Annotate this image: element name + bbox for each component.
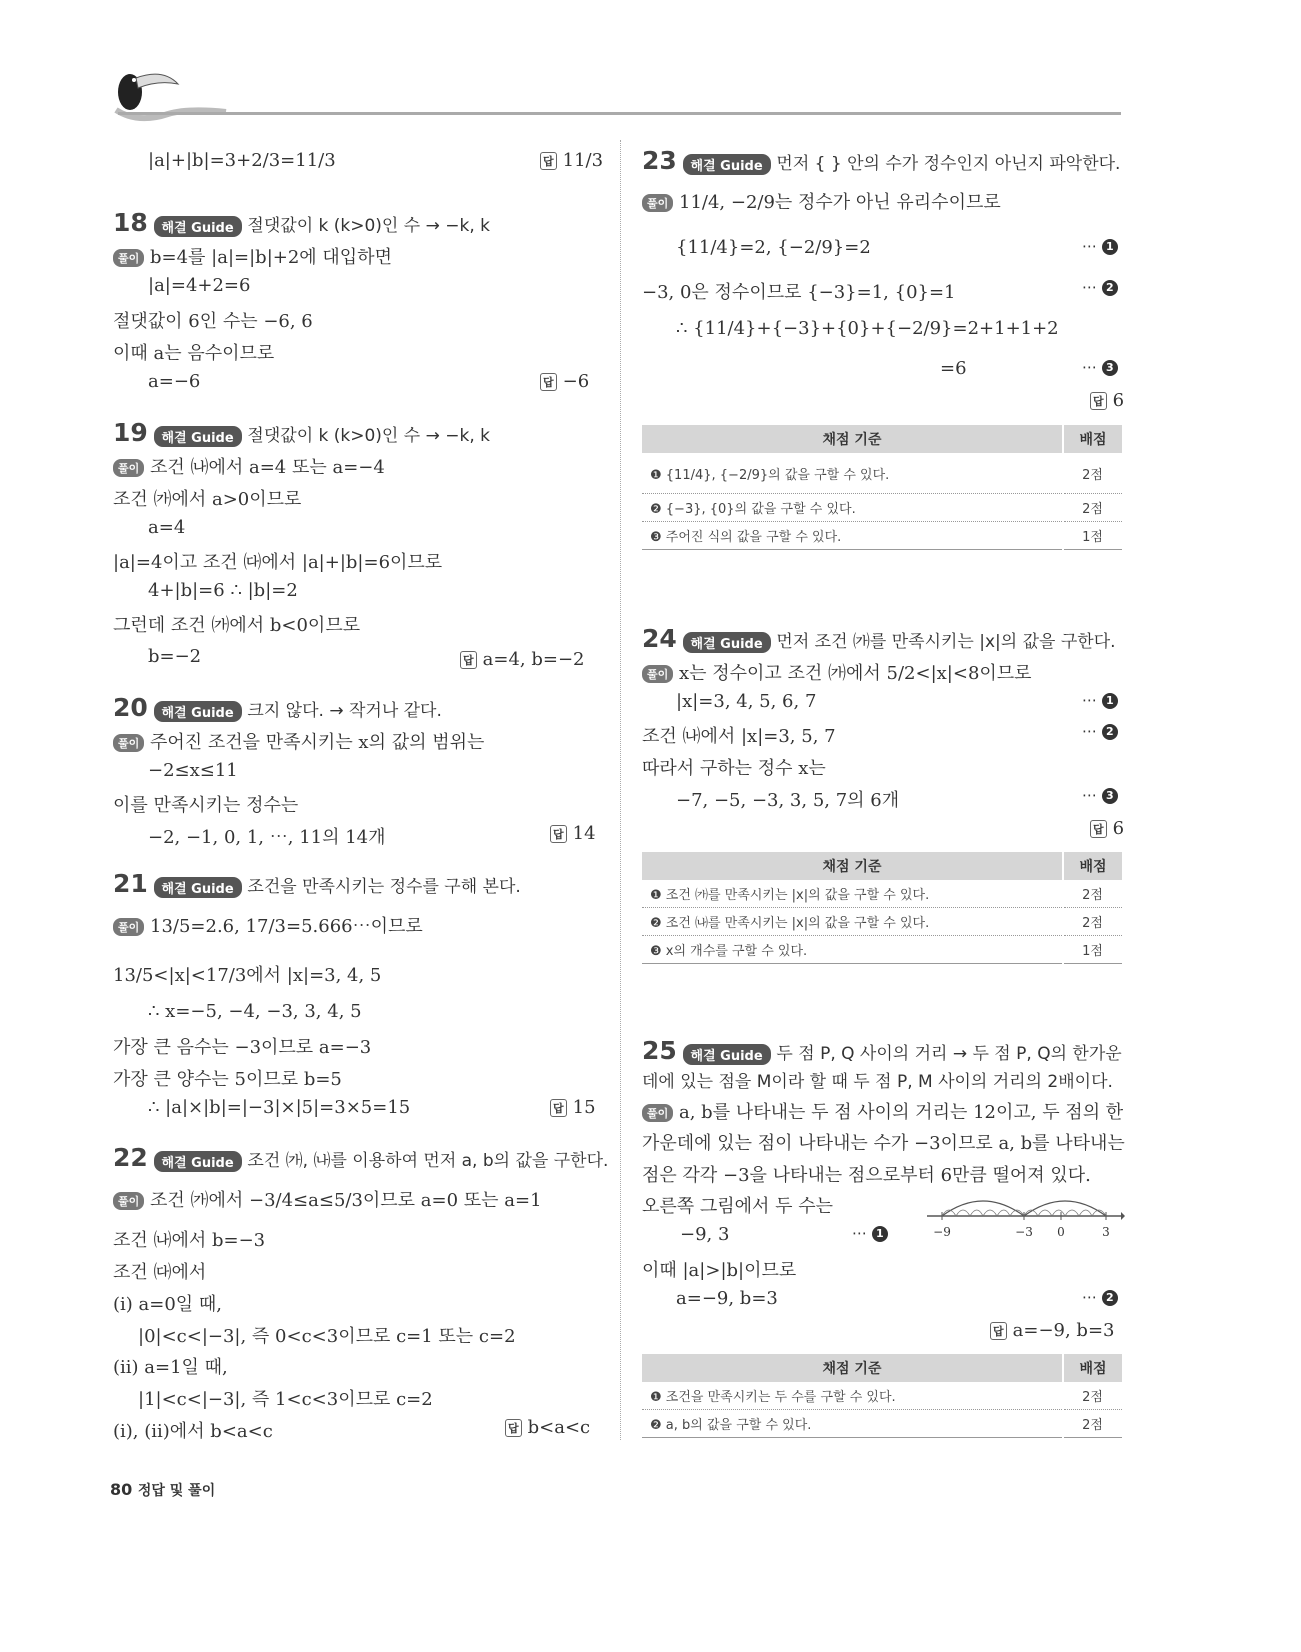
solution-badge: 풀이 — [113, 734, 144, 752]
page-number: 80 — [110, 1480, 133, 1499]
solution-line: −3, 0은 정수이므로 {−3}=1, {0}=1 — [642, 282, 956, 303]
solution-line: 가운데에 있는 점이 나타내는 수가 −3이므로 a, b를 나타내는 — [642, 1133, 1125, 1154]
question-21 — [113, 869, 521, 898]
answer: 답 15 — [550, 1097, 596, 1118]
question-18 — [113, 208, 490, 237]
solution-line: {11/4}=2, {−2/9}=2 — [676, 237, 871, 258]
solution-line: 조건 ㈏에서 |x|=3, 5, 7 — [642, 726, 836, 747]
table-row: ❸ 주어진 식의 값을 구할 수 있다. 1점 — [642, 522, 1122, 550]
solution-line: |a|=4이고 조건 ㈐에서 |a|+|b|=6이므로 — [113, 552, 443, 573]
answer: 답 a=−9, b=3 — [990, 1320, 1115, 1341]
solution-line: |0|<c<|−3|, 즉 0<c<3이므로 c=1 또는 c=2 — [138, 1326, 516, 1347]
solution-line: −7, −5, −3, 3, 5, 7의 6개 — [676, 790, 900, 811]
question-number: 21 — [113, 869, 148, 898]
question-19 — [113, 418, 490, 447]
solution-badge: 풀이 — [642, 1104, 673, 1122]
solution-badge: 풀이 — [113, 459, 144, 477]
guide-text: 절댓값이 k (k>0)인 수 → −k, k — [247, 426, 490, 446]
table-header: 채점 기준 — [642, 1354, 1063, 1382]
guide-text: 조건을 만족시키는 정수를 구해 본다. — [247, 877, 521, 897]
tick-label: 0 — [1057, 1225, 1065, 1239]
solution-line: |a|=4+2=6 — [148, 275, 251, 296]
question-number: 25 — [642, 1036, 677, 1065]
solution-line: 풀이 주어진 조건을 만족시키는 x의 값의 범위는 — [113, 728, 484, 754]
solution-line: 풀이 13/5=2.6, 17/3=5.666⋯이므로 — [113, 912, 423, 938]
solution-line: 이때 |a|>|b|이므로 — [642, 1260, 797, 1281]
guide-text: 먼저 { } 안의 수가 정수인지 아닌지 파악한다. — [776, 154, 1121, 174]
answer: 답 −6 — [540, 371, 589, 392]
solution-line: 풀이 b=4를 |a|=|b|+2에 대입하면 — [113, 243, 392, 269]
guide-text: 크지 않다. → 작거나 같다. — [247, 701, 442, 721]
solution-line: 조건 ㈐에서 — [113, 1262, 207, 1283]
question-number: 20 — [113, 693, 148, 722]
solution-line: b=−2 — [148, 646, 202, 667]
answer: 답 6 — [1090, 818, 1124, 839]
solution-line: 절댓값이 6인 수는 −6, 6 — [113, 311, 313, 332]
guide-badge: 해결 Guide — [154, 426, 242, 447]
solution-line: 오른쪽 그림에서 두 수는 — [642, 1196, 834, 1217]
solution-badge: 풀이 — [113, 1192, 144, 1210]
table-row: ❷ {−3}, {0}의 값을 구할 수 있다. 2점 — [642, 494, 1122, 522]
solution-line: a=−6 — [148, 371, 201, 392]
answer: 답 11/3 — [540, 150, 603, 171]
table-row: ❶ {11/4}, {−2/9}의 값을 구할 수 있다. 2점 — [642, 453, 1122, 494]
scoring-table — [642, 1354, 1122, 1438]
guide-badge: 해결 Guide — [154, 701, 242, 722]
table-row: ❷ a, b의 값을 구할 수 있다. 2점 — [642, 1410, 1122, 1438]
guide-text: 조건 ㈎, ㈏를 이용하여 먼저 a, b의 값을 구한다. — [247, 1151, 609, 1171]
answer: 답 a=4, b=−2 — [460, 649, 585, 670]
table-row: ❶ 조건을 만족시키는 두 수를 구할 수 있다. 2점 — [642, 1382, 1122, 1410]
header-rule — [118, 112, 1121, 115]
guide-text: 데에 있는 점을 M이라 할 때 두 점 P, M 사이의 거리의 2배이다. — [642, 1072, 1113, 1092]
solution-badge: 풀이 — [642, 194, 673, 212]
question-23 — [642, 146, 1120, 175]
guide-badge: 해결 Guide — [154, 877, 242, 898]
solution-line: (i) a=0일 때, — [113, 1294, 223, 1315]
guide-badge: 해결 Guide — [154, 1151, 242, 1172]
scoring-table — [642, 425, 1122, 550]
guide-badge: 해결 Guide — [683, 632, 771, 653]
question-number: 18 — [113, 208, 148, 237]
solution-badge: 풀이 — [113, 249, 144, 267]
solution-line: 가장 큰 양수는 5이므로 b=5 — [113, 1069, 342, 1090]
column-divider — [620, 140, 621, 1440]
question-20 — [113, 693, 442, 722]
table-row: ❸ x의 개수를 구할 수 있다. 1점 — [642, 936, 1122, 964]
answer: 답 6 — [1090, 390, 1124, 411]
step-marker: ⋯ 2 — [1082, 278, 1118, 296]
tick-label: −3 — [1015, 1225, 1033, 1239]
scoring-table — [642, 852, 1122, 964]
solution-line: 점은 각각 −3을 나타내는 점으로부터 6만큼 떨어져 있다. — [642, 1165, 1091, 1186]
solution-line: ∴ x=−5, −4, −3, 3, 4, 5 — [148, 1001, 362, 1022]
solution-line: −2, −1, 0, 1, ⋯, 11의 14개 — [148, 827, 386, 848]
question-22 — [113, 1143, 608, 1172]
solution-line: 풀이 조건 ㈏에서 a=4 또는 a=−4 — [113, 453, 385, 479]
solution-line: ∴ {11/4}+{−3}+{0}+{−2/9}=2+1+1+2 — [676, 318, 1059, 339]
guide-badge: 해결 Guide — [683, 154, 771, 175]
step-marker: ⋯ 1 — [852, 1224, 888, 1242]
table-header: 배점 — [1063, 425, 1122, 453]
answer: 답 14 — [550, 823, 596, 844]
answer: 답 b<a<c — [505, 1417, 590, 1438]
step-marker: ⋯ 1 — [1082, 237, 1118, 255]
guide-badge: 해결 Guide — [154, 216, 242, 237]
guide-text: 두 점 P, Q 사이의 거리 → 두 점 P, Q의 한가운 — [776, 1044, 1122, 1064]
tick-label: −9 — [933, 1225, 951, 1239]
question-25 — [642, 1036, 1122, 1065]
question-24 — [642, 624, 1116, 653]
solution-line: 풀이 조건 ㈎에서 −3/4≤a≤5/3이므로 a=0 또는 a=1 — [113, 1186, 542, 1212]
solution-line: 풀이 x는 정수이고 조건 ㈎에서 5/2<|x|<8이므로 — [642, 659, 1032, 685]
solution-badge: 풀이 — [113, 918, 144, 936]
table-row: ❷ 조건 ㈏를 만족시키는 |x|의 값을 구할 수 있다. 2점 — [642, 908, 1122, 936]
solution-line: 이를 만족시키는 정수는 — [113, 795, 299, 816]
solution-line: =6 — [940, 358, 967, 379]
guide-text: 절댓값이 k (k>0)인 수 → −k, k — [247, 216, 490, 236]
step-marker: ⋯ 2 — [1082, 722, 1118, 740]
solution-line: |1|<c<|−3|, 즉 1<c<3이므로 c=2 — [138, 1389, 433, 1410]
table-header: 배점 — [1063, 852, 1122, 880]
question-number: 19 — [113, 418, 148, 447]
solution-line: a=4 — [148, 517, 186, 538]
solution-line: 따라서 구하는 정수 x는 — [642, 758, 826, 779]
step-marker: ⋯ 2 — [1082, 1288, 1118, 1306]
number-line-diagram — [925, 1188, 1125, 1244]
question-number: 24 — [642, 624, 677, 653]
solution-line: a=−9, b=3 — [676, 1288, 778, 1309]
guide-badge: 해결 Guide — [683, 1044, 771, 1065]
solution-line: (i), (ii)에서 b<a<c — [113, 1421, 273, 1442]
table-header: 배점 — [1063, 1354, 1122, 1382]
step-marker: ⋯ 3 — [1082, 786, 1118, 804]
table-row: ❶ 조건 ㈎를 만족시키는 |x|의 값을 구할 수 있다. 2점 — [642, 880, 1122, 908]
solution-line: 조건 ㈎에서 a>0이므로 — [113, 489, 302, 510]
solution-line: 가장 큰 음수는 −3이므로 a=−3 — [113, 1037, 372, 1058]
formula-line: |a|+|b|=3+2/3=11/3 — [148, 150, 336, 171]
solution-badge: 풀이 — [642, 665, 673, 683]
table-header: 채점 기준 — [642, 425, 1063, 453]
solution-line: (ii) a=1일 때, — [113, 1357, 228, 1378]
step-marker: ⋯ 1 — [1082, 691, 1118, 709]
solution-line: 13/5<|x|<17/3에서 |x|=3, 4, 5 — [113, 965, 382, 986]
solution-line: 조건 ㈏에서 b=−3 — [113, 1230, 266, 1251]
solution-line: 이때 a는 음수이므로 — [113, 343, 275, 364]
tick-label: 3 — [1102, 1225, 1110, 1239]
step-marker: ⋯ 3 — [1082, 358, 1118, 376]
solution-line: 4+|b|=6 ∴ |b|=2 — [148, 580, 298, 601]
solution-line: 풀이 a, b를 나타내는 두 점 사이의 거리는 12이고, 두 점의 한 — [642, 1098, 1123, 1124]
footer — [110, 1480, 215, 1500]
guide-text: 먼저 조건 ㈎를 만족시키는 |x|의 값을 구한다. — [776, 632, 1116, 652]
table-header: 채점 기준 — [642, 852, 1063, 880]
solution-line: −2≤x≤11 — [148, 760, 238, 781]
question-number: 23 — [642, 146, 677, 175]
solution-line: 풀이 11/4, −2/9는 정수가 아닌 유리수이므로 — [642, 188, 1001, 214]
solution-line: |x|=3, 4, 5, 6, 7 — [676, 691, 817, 712]
footer-title: 정답 및 풀이 — [137, 1483, 216, 1499]
solution-line: −9, 3 — [680, 1224, 730, 1245]
solution-line: ∴ |a|×|b|=|−3|×|5|=3×5=15 — [148, 1097, 411, 1118]
question-number: 22 — [113, 1143, 148, 1172]
solution-line: 그런데 조건 ㈎에서 b<0이므로 — [113, 615, 361, 636]
